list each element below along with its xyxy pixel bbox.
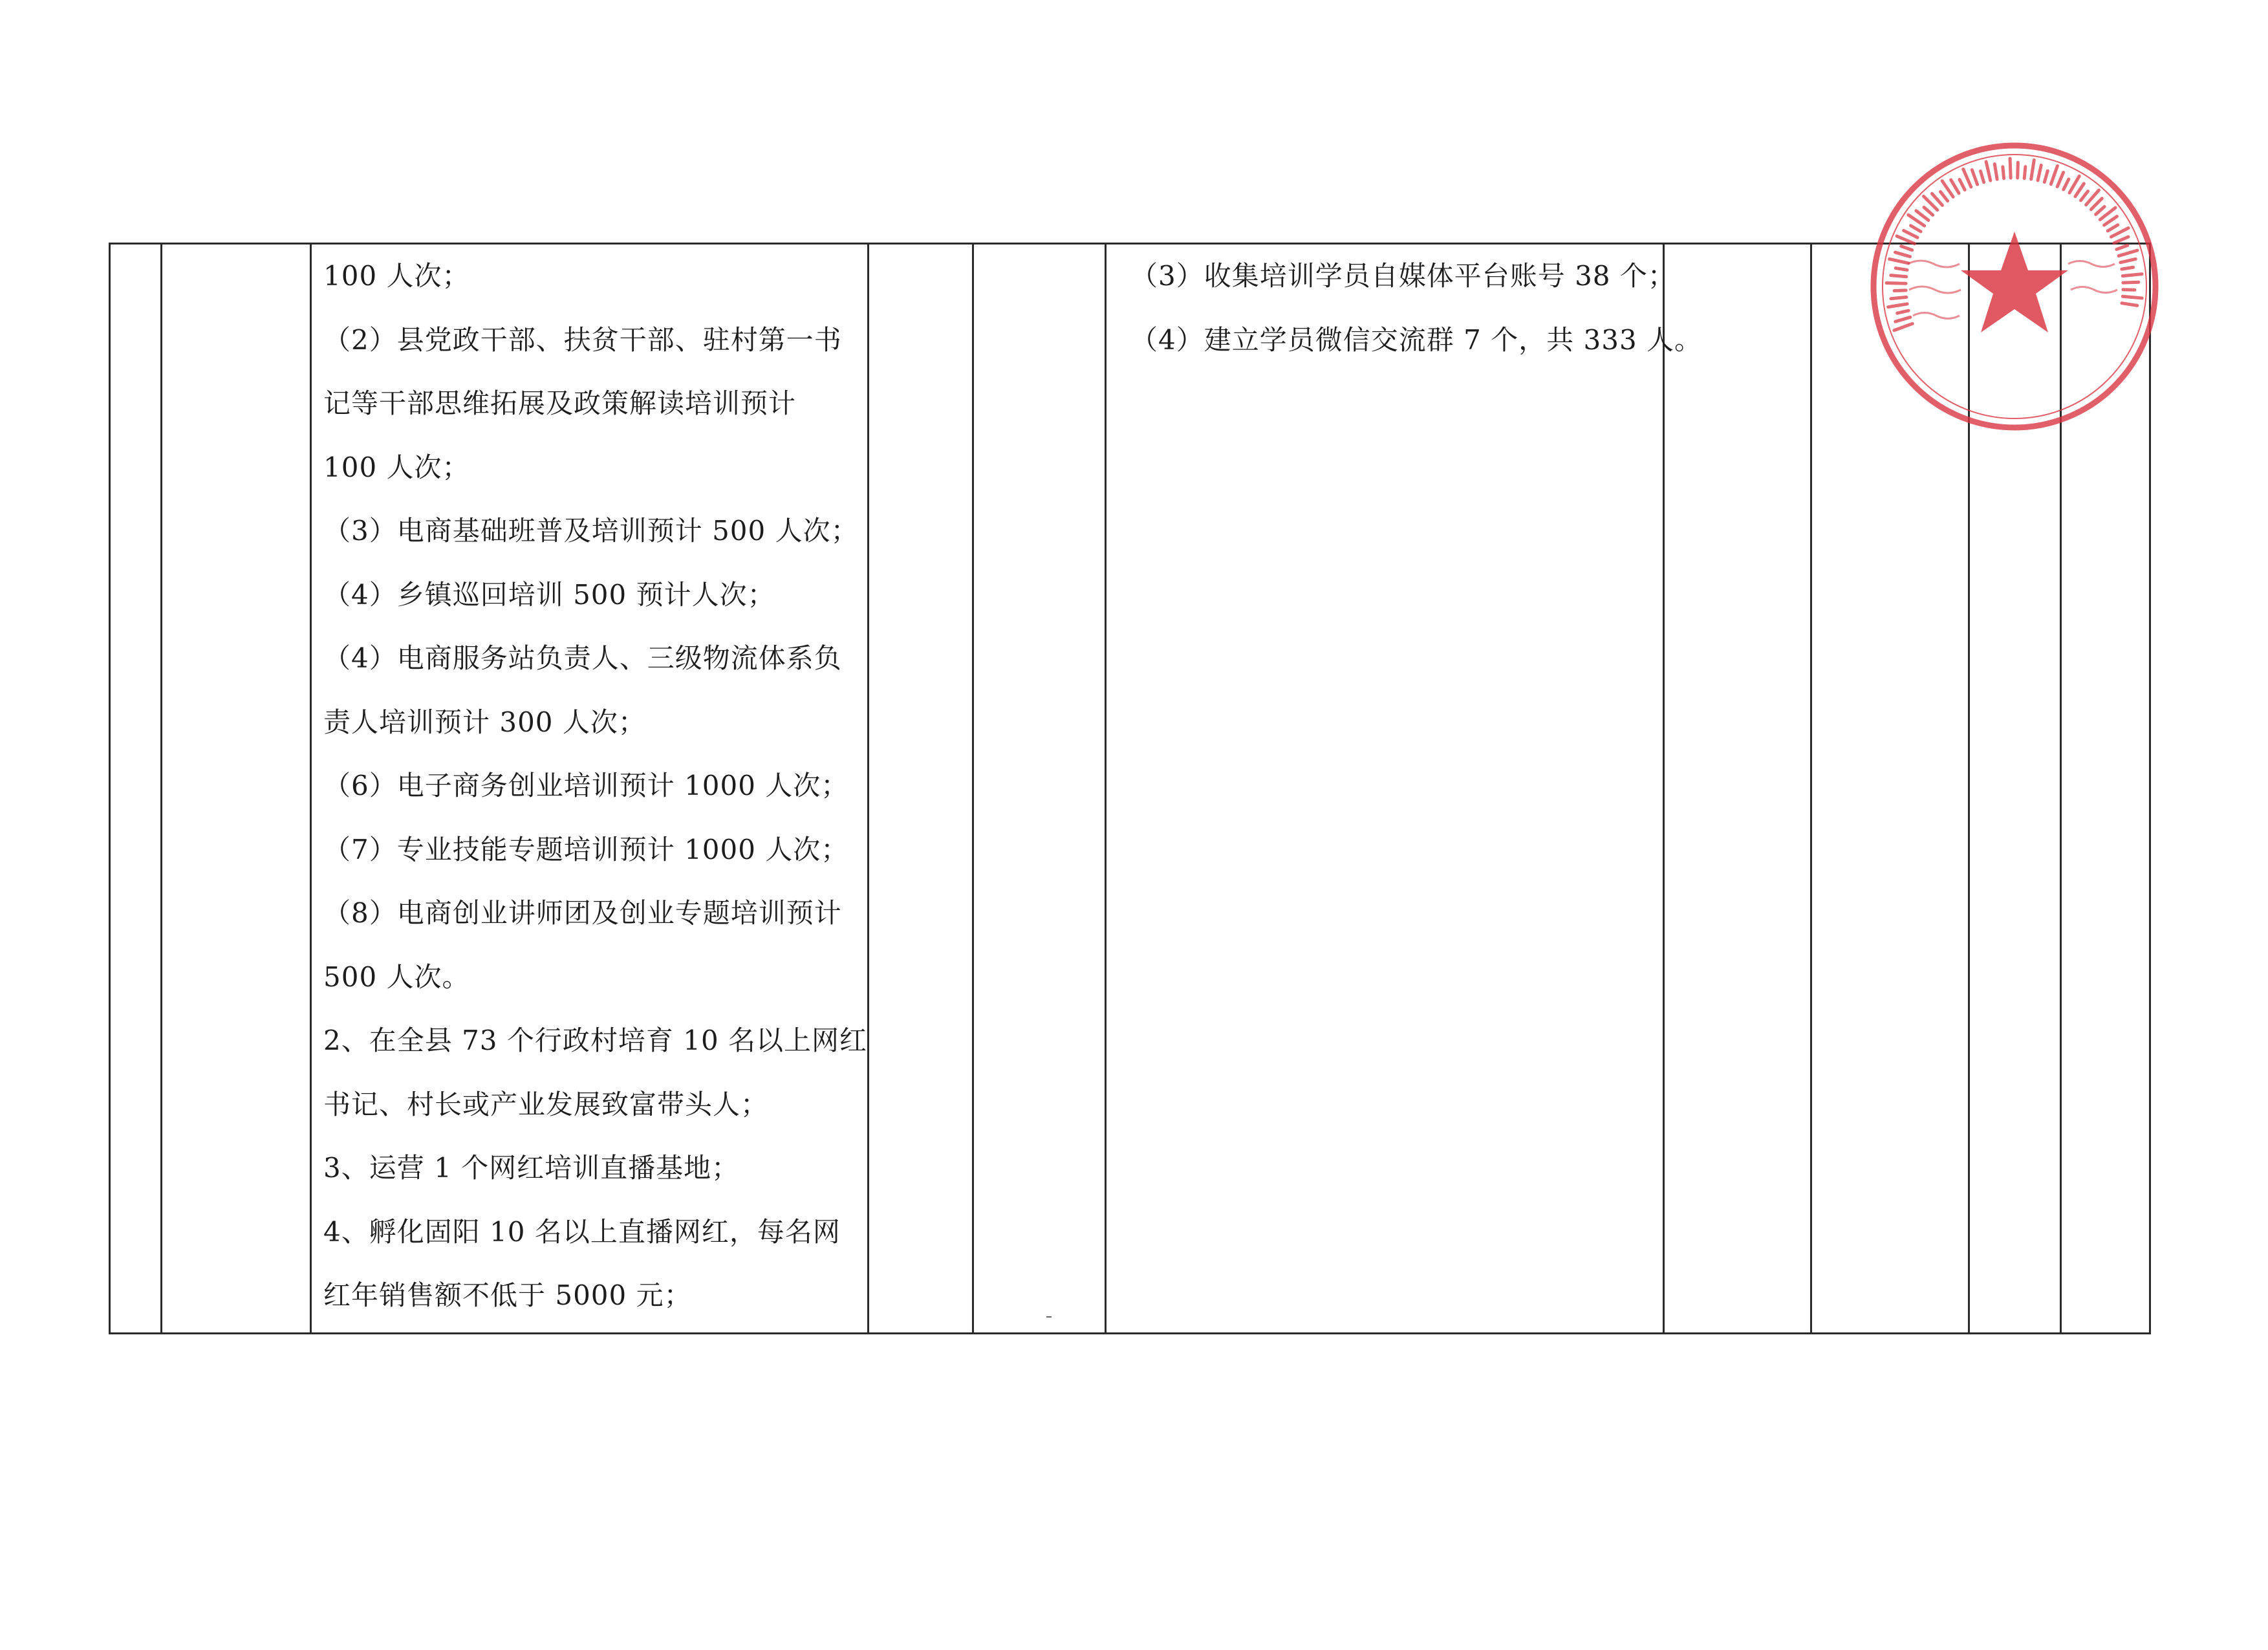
seal-script-stroke	[1897, 310, 1909, 313]
text-line: （4）建立学员微信交流群 7 个，共 333 人。	[1130, 323, 1703, 356]
text-line: （7）专业技能专题培训预计 1000 人次；	[323, 833, 849, 865]
seal-script-stroke	[2057, 173, 2063, 187]
seal-script-stroke	[1895, 317, 1910, 321]
seal-script-stroke	[2075, 184, 2084, 197]
seal-script-stroke	[1894, 290, 1906, 291]
seal-script-stroke	[2003, 167, 2004, 179]
seal-script-stroke	[2038, 165, 2041, 180]
seal-script-stroke	[1894, 323, 1912, 330]
seal-script-stroke	[1963, 169, 1971, 187]
seal-script-stroke	[1972, 170, 1977, 185]
column-divider	[1663, 244, 1665, 1332]
scan-speck	[1046, 1316, 1052, 1318]
column-divider	[1810, 244, 1812, 1332]
seal-script-stroke	[2081, 191, 2088, 201]
seal-script-stroke	[1895, 268, 1907, 270]
seal-script-stroke	[1986, 162, 1991, 180]
text-line: 2、在全县 73 个行政村培育 10 名以上网红	[323, 1025, 868, 1056]
seal-script-stroke	[2108, 225, 2117, 231]
column-divider	[1105, 244, 1107, 1332]
seal-script-stroke	[1901, 246, 1912, 250]
seal-script-stroke	[1994, 164, 1997, 179]
seal-script-stroke	[1895, 252, 1910, 257]
column-divider	[972, 244, 974, 1332]
text-line: （2）县党政干部、扶贫干部、驻村第一书	[323, 323, 842, 356]
text-line: 3、运营 1 个网红培训直播基地；	[323, 1152, 740, 1184]
seal-script-stroke	[2122, 303, 2137, 306]
seal-script-stroke	[1951, 180, 1959, 193]
seal-script-stroke	[2010, 158, 2011, 178]
seal-script-stroke	[1904, 230, 1917, 237]
seal-script-stroke	[1924, 207, 1933, 215]
seal-script-stroke	[1890, 259, 1908, 263]
seal-script-stroke	[2119, 250, 2137, 255]
seal-script-stroke	[2096, 207, 2104, 215]
seal-script-stroke	[1888, 304, 1908, 307]
seal-script-stroke	[1916, 211, 1928, 221]
seal-script-stroke	[2114, 237, 2128, 243]
text-line: 书记、村长或产业发展致富带头人；	[323, 1088, 769, 1120]
text-line: （6）电子商务创业培训预计 1000 人次；	[323, 770, 849, 801]
seal-script-stroke	[2044, 171, 2047, 182]
seal-script-stroke	[2111, 228, 2128, 237]
seal-script-stroke	[1932, 193, 1943, 205]
official-seal	[1863, 135, 2166, 439]
seal-script-stroke	[1897, 236, 1915, 244]
star-icon	[1961, 232, 2068, 332]
column-divider	[160, 244, 162, 1332]
seal-script-stroke	[2122, 274, 2142, 276]
column-divider	[310, 244, 312, 1332]
seal-script-stroke	[1980, 171, 1983, 182]
plan-targets-cell	[323, 244, 868, 1328]
seal-script-stroke	[1940, 191, 1947, 201]
seal-script-stroke	[2064, 179, 2069, 190]
text-line: 100 人次；	[323, 451, 470, 483]
text-line: 红年销售额不低于 5000 元；	[323, 1279, 692, 1311]
seal-script-stroke	[2104, 217, 2117, 226]
seal-script-stroke	[1911, 226, 1921, 232]
text-line: （3）电商基础班普及培训预计 500 人次；	[323, 515, 859, 547]
seal-script-stroke	[1891, 297, 1906, 298]
seal-script-stroke	[2051, 166, 2057, 184]
seal-script-stroke	[2121, 259, 2135, 262]
text-line: （8）电商创业讲师团及创业专题培训预计	[323, 897, 842, 929]
text-line: 记等干部思维拓展及政策解读培训预计	[323, 387, 797, 419]
seal-script-stroke	[2031, 160, 2035, 179]
seal-script-stroke	[2024, 167, 2025, 179]
text-line: 100 人次；	[323, 260, 470, 292]
seal-script-stroke	[2123, 282, 2139, 283]
seal-script-stroke	[1960, 180, 1965, 190]
seal-script-stroke	[1891, 276, 1906, 277]
seal-script-stroke	[2122, 267, 2133, 269]
text-line: （4）电商服务站负责人、三级物流体系负	[323, 642, 842, 674]
text-line: 4、孵化固阳 10 名以上直播网红，每名网	[323, 1215, 841, 1248]
text-line: （4）乡镇巡回培训 500 预计人次；	[323, 578, 775, 611]
text-line: （3）收集培训学员自媒体平台账号 38 个；	[1130, 260, 1676, 292]
column-divider	[867, 244, 869, 1332]
seal-script-stroke	[2091, 199, 2102, 210]
seal-script-stroke	[2117, 245, 2128, 249]
text-line: 500 人次。	[323, 961, 470, 993]
completion-status-cell	[1130, 244, 1703, 372]
seal-script-stroke	[2122, 296, 2142, 298]
text-line: 责人培训预计 300 人次；	[323, 706, 646, 738]
